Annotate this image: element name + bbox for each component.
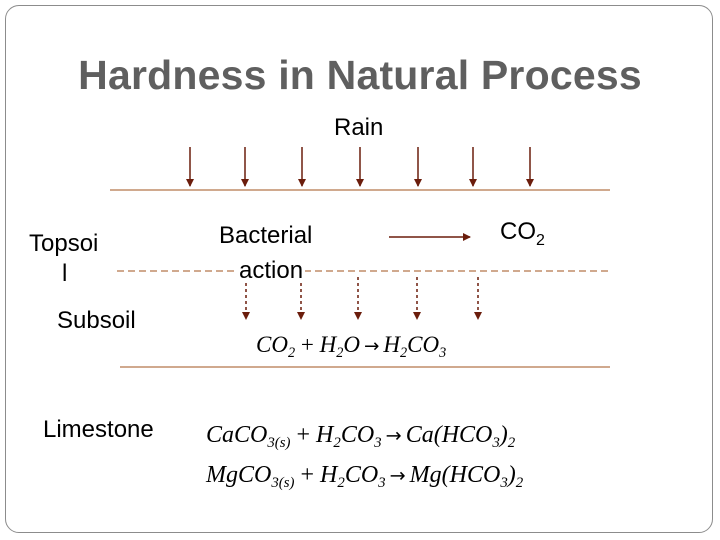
topsoil-label-line1: Topsoi — [29, 230, 99, 257]
bacterial-label-line2: action — [239, 257, 304, 284]
carbonic-acid-equation: $CO_2 + H_2O \to H_2CO_3$ — [256, 332, 447, 361]
co2-label: $CO_2$ — [500, 218, 545, 249]
rain-label: Rain — [334, 114, 384, 141]
limestone-label: Limestone — [43, 416, 154, 443]
topsoil-label-line2: l — [62, 260, 68, 287]
bacterial-label-line1: Bacterial — [219, 222, 313, 249]
slide-title: Hardness in Natural Process — [78, 52, 642, 98]
rain-arrows — [190, 147, 530, 186]
subsoil-label: Subsoil — [57, 307, 136, 334]
magnesium-carbonate-equation: MgCO$_{3(s)}$ + $H_2CO_3 \to Mg(HCO_3)_2$ — [206, 462, 524, 492]
calcium-carbonate-equation: CaCO$_{3(s)}$ + $H_2CO_3 \to Ca(HCO_3)_2$ — [206, 422, 516, 452]
